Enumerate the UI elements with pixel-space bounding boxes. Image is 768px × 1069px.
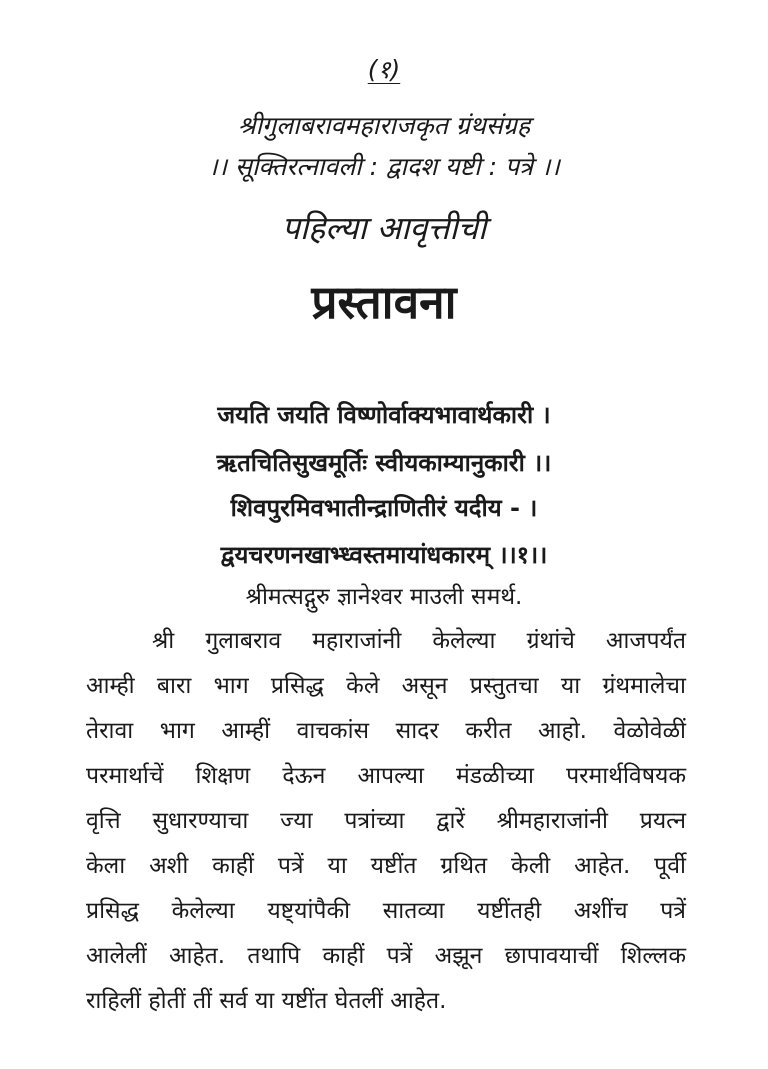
body-paragraph	[86, 619, 686, 1024]
body-line: परमार्थाचें शिक्षण देऊन आपल्या मंडळीच्या परमार्थविषयक	[86, 763, 686, 789]
body-line: केला अशी काहीं पत्रें या यष्टींत ग्रथित केली आहेत. पूर्वी	[86, 853, 686, 879]
body-line: तेरावा भाग आम्हीं वाचकांस सादर करीत आहो. वेळोवेळीं	[86, 718, 686, 744]
collection-title: श्रीगुलाबरावमहाराजकृत ग्रंथसंग्रह	[237, 111, 531, 140]
body-line: राहिलीं होतीं तीं सर्व या यष्टींत घेतलीं आहेत.	[86, 988, 447, 1014]
body-line: आलेलीं आहेत. तथापि काहीं पत्रें अझून छापावयाचीं शिल्लक	[86, 943, 686, 969]
verse-line: ऋतचितिसुखमूर्तिः स्वीयकाम्यानुकारी ।।	[216, 449, 552, 477]
verse-line: द्वयचरणनखाभ्ध्वस्तमायांधकारम् ।।१।।	[220, 541, 548, 569]
body-line: श्री गुलाबराव महाराजांनी केलेल्या ग्रंथांचे आजपर्यंत	[152, 628, 686, 654]
body-line: आम्ही बारा भाग प्रसिद्ध केले असून प्रस्तुतचा या ग्रंथमालेचा	[86, 673, 686, 699]
verse-line: जयति जयति विष्णोर्वाक्यभावार्थकारी ।	[217, 401, 551, 429]
edition-title: पहिल्या आवृत्तीची	[281, 209, 487, 247]
page-number: (१)	[367, 55, 401, 84]
salutation: श्रीमत्सद्गुरु ज्ञानेश्वर माउली समर्थ.	[245, 584, 523, 610]
body-line: वृत्ति सुधारण्याचा ज्या पत्रांच्या द्वारें श्रीमहाराजांनी प्रयत्न	[86, 808, 686, 834]
series-title: ।। सूक्तिरत्नावली : द्वादश यष्टी : पत्रे ।।	[208, 152, 560, 181]
preface-heading: प्रस्तावना	[311, 275, 457, 329]
verse-line: शिवपुरमिवभातीन्द्राणितीरं यदीय - ।	[230, 494, 538, 522]
body-line: प्रसिद्ध केलेल्या यष्ट्यांपैकी सातव्या यष्टींतही अशींच पत्रें	[86, 898, 686, 924]
